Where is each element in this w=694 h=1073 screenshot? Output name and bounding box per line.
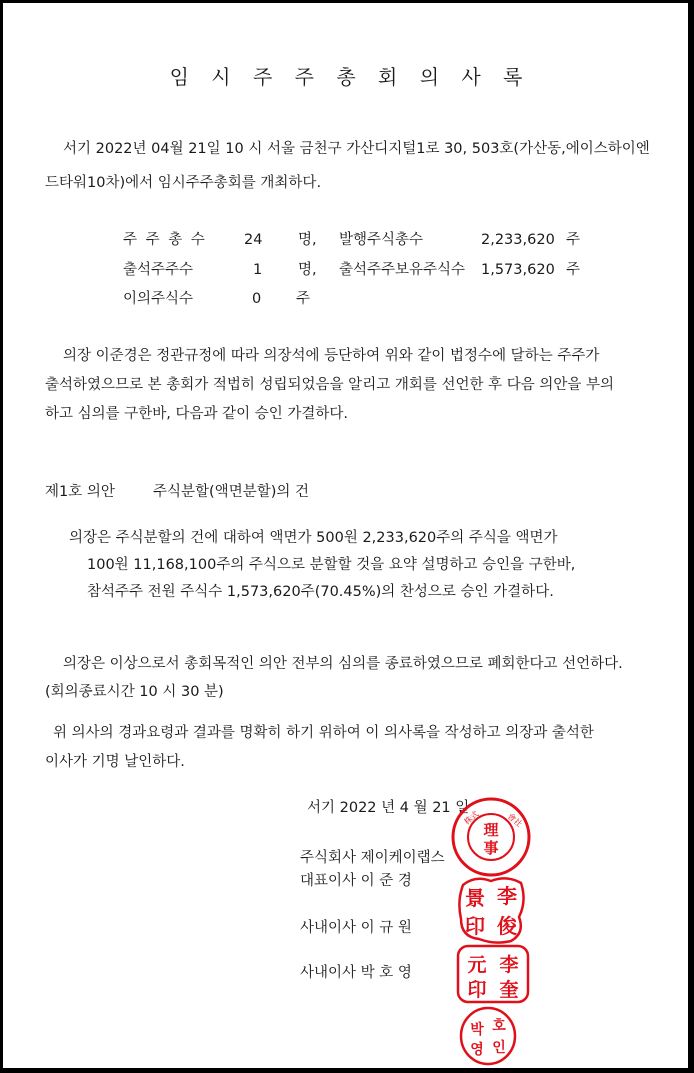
svg-text:株式: 株式 [462,809,481,827]
closing-line-1: 의장은 이상으로서 총회목적인 의안 전부의 심의를 종료하였으므로 폐회한다고 선언하다. [63,656,623,672]
signature-director-2: 사내이사 박 호 영 [300,965,412,981]
certify-line-2: 이사가 기명 날인하다. [45,754,185,770]
signature-director-1: 사내이사 이 규 원 [300,920,412,936]
stat-shareholders-value: 24 [244,232,263,248]
stat-objection-unit: 주 [296,291,311,307]
ceo-seal [455,871,529,947]
intro-line-2: 드타워10차)에서 임시주주총회를 개최하다. [45,175,322,191]
stat-attending-label: 출석주주수 [123,262,194,278]
signature-date: 서기 2022 년 4 월 21 일 [307,800,470,816]
stat-issued-label: 발행주식총수 [339,232,424,248]
svg-text:영: 영 [470,1042,484,1058]
svg-text:景: 景 [465,886,485,910]
agenda-line-3: 참석주주 전원 주식수 1,573,620주(70.45%)의 찬성으로 승인 가결하다. [87,584,554,600]
stat-attending-shares-value: 1,573,620 [481,262,555,278]
stat-shareholders-unit: 명, [298,232,317,248]
svg-text:인: 인 [492,1040,506,1056]
svg-text:奎: 奎 [499,979,519,1001]
svg-text:박: 박 [470,1022,484,1038]
agenda-line-2: 100원 11,168,100주의 주식으로 분할할 것을 요약 설명하고 승인을 구한바, [87,557,576,573]
svg-text:事: 事 [483,839,499,857]
svg-text:李: 李 [497,884,517,908]
director-1-seal [455,943,531,1005]
svg-text:印: 印 [465,914,485,938]
agenda-title: 주식분할(액면분할)의 건 [153,484,309,500]
document-title: 임 시 주 주 총 회 의 사 록 [169,65,531,89]
chair-line-3: 하고 심의를 구한바, 다음과 같이 승인 가결하다. [45,406,349,422]
svg-text:호: 호 [492,1018,506,1034]
chair-line-1: 의장 이준경은 정관규정에 따라 의장석에 등단하여 위와 같이 법정수에 달하는 주주가 [63,348,600,364]
stat-attending-value: 1 [253,262,263,278]
stat-attending-unit: 명, [298,262,317,278]
stat-issued-unit: 주 [566,232,581,248]
signature-ceo: 대표이사 이 준 경 [300,873,412,889]
svg-text:元: 元 [467,954,487,976]
certify-line-1: 위 의사의 경과요령과 결과를 명확히 하기 위하여 이 의사록을 작성하고 의장과 출석한 [53,725,594,741]
company-seal [449,795,533,879]
intro-line-1: 서기 2022년 04월 21일 10 시 서울 금천구 가산디지털1로 30, 503호(가산동,에이스하이엔 [63,141,650,157]
stat-issued-value: 2,233,620 [481,232,555,248]
agenda-number: 제1호 의안 [45,484,115,500]
svg-text:李: 李 [499,954,519,976]
signature-company: 주식회사 제이케이랩스 [300,850,445,866]
agenda-line-1: 의장은 주식분할의 건에 대하여 액면가 500원 2,233,620주의 주식을 액면가 [69,530,558,546]
stat-attending-shares-unit: 주 [566,262,581,278]
svg-text:俊: 俊 [497,914,517,938]
svg-text:印: 印 [467,979,487,1001]
stat-attending-shares-label: 출석주주보유주식수 [339,262,466,278]
chair-line-2: 출석하였으므로 본 총회가 적법히 성립되었음을 알리고 개회를 선언한 후 다음 의안을 부의 [45,377,614,393]
stat-objection-label: 이의주식수 [123,291,194,307]
stat-objection-value: 0 [252,291,262,307]
stat-shareholders-label: 주 주 총 수 [123,232,207,248]
svg-text:理: 理 [483,821,499,839]
director-2-seal [458,1005,518,1067]
closing-line-2: (회의종료시간 10 시 30 분) [45,684,224,700]
svg-text:會社: 會社 [505,811,524,829]
